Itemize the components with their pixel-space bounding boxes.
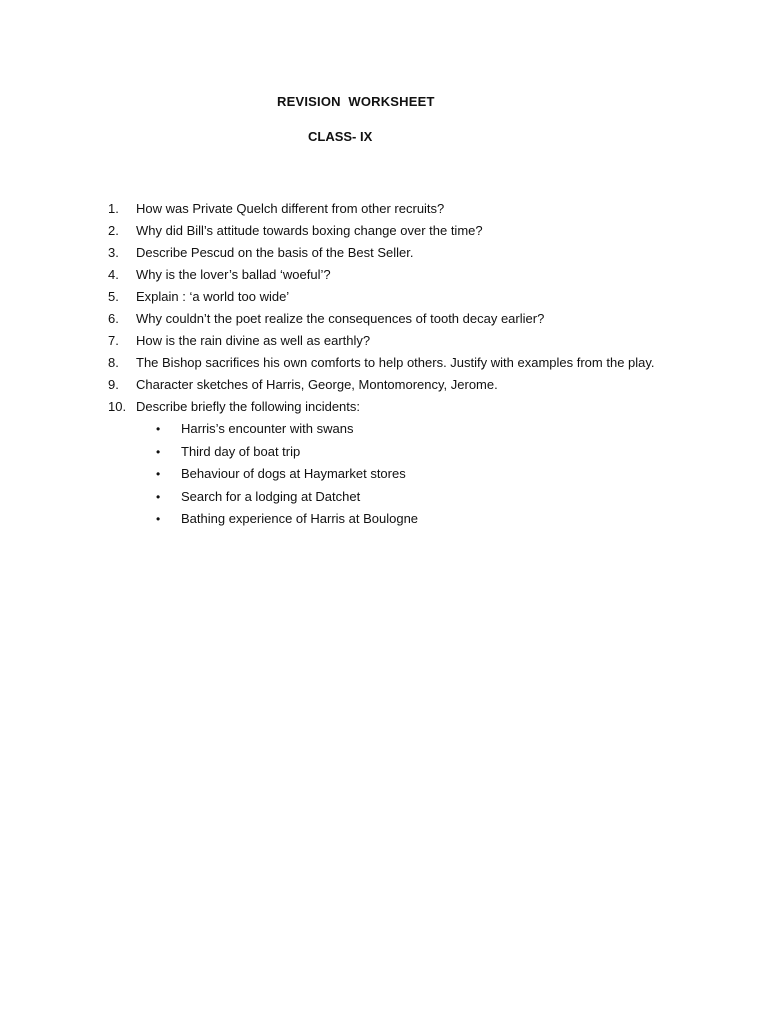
bullet-icon: • (156, 512, 161, 526)
question-text: Why couldn’t the poet realize the consequences of tooth decay earlier? (136, 311, 545, 326)
question-text: Explain : ‘a world too wide’ (136, 289, 290, 304)
bullet-icon: • (156, 467, 161, 481)
question-item (108, 198, 688, 220)
question-item (108, 374, 688, 396)
incident-text: Harris’s encounter with swans (181, 421, 354, 436)
incident-text: Bathing experience of Harris at Boulogne (181, 511, 419, 526)
question-text: Describe briefly the following incidents: (136, 399, 360, 414)
question-text: How was Private Quelch different from other recruits? (136, 201, 445, 216)
question-text: Describe Pescud on the basis of the Best Seller. (136, 245, 414, 260)
question-number: 6. (108, 311, 119, 326)
question-number: 1. (108, 201, 119, 216)
incident-item (136, 418, 688, 441)
question-text: The Bishop sacrifices his own comforts to help others. Justify with examples from the play. (136, 355, 655, 370)
bullet-icon: • (156, 422, 161, 436)
incident-item (136, 486, 688, 509)
question-text: Why did Bill’s attitude towards boxing change over the time? (136, 223, 483, 238)
question-item (108, 396, 688, 531)
incident-text: Third day of boat trip (181, 443, 301, 459)
question-text: Character sketches of Harris, George, Montomorency, Jerome. (136, 377, 498, 392)
incident-item (136, 463, 688, 486)
question-number: 5. (108, 289, 119, 304)
incident-text: Behaviour of dogs at Haymarket stores (181, 466, 406, 481)
question-number: 4. (108, 267, 119, 282)
question-text: Why is the lover’s ballad ‘woeful’? (136, 267, 331, 282)
question-item (108, 308, 688, 330)
bullet-icon: • (156, 489, 161, 504)
incident-item (136, 441, 688, 464)
question-number: 3. (108, 245, 119, 260)
question-number: 2. (108, 223, 119, 238)
incident-text: Search for a lodging at Datchet (181, 488, 361, 504)
question-item (108, 286, 688, 308)
question-list (108, 198, 688, 531)
question-item (108, 352, 688, 374)
incident-item (136, 508, 688, 531)
question-item (108, 330, 688, 352)
bullet-icon: • (156, 444, 161, 459)
question-number: 9. (108, 377, 119, 392)
class-label: CLASS- IX (308, 129, 373, 144)
question-item (108, 220, 688, 242)
question-item (108, 264, 688, 286)
question-number: 7. (108, 333, 119, 348)
question-number: 10. (108, 399, 127, 414)
page-title: REVISION WORKSHEET (277, 94, 435, 109)
incident-list (136, 418, 688, 531)
question-number: 8. (108, 355, 119, 370)
question-item (108, 242, 688, 264)
question-text: How is the rain divine as well as earthly? (136, 333, 371, 348)
